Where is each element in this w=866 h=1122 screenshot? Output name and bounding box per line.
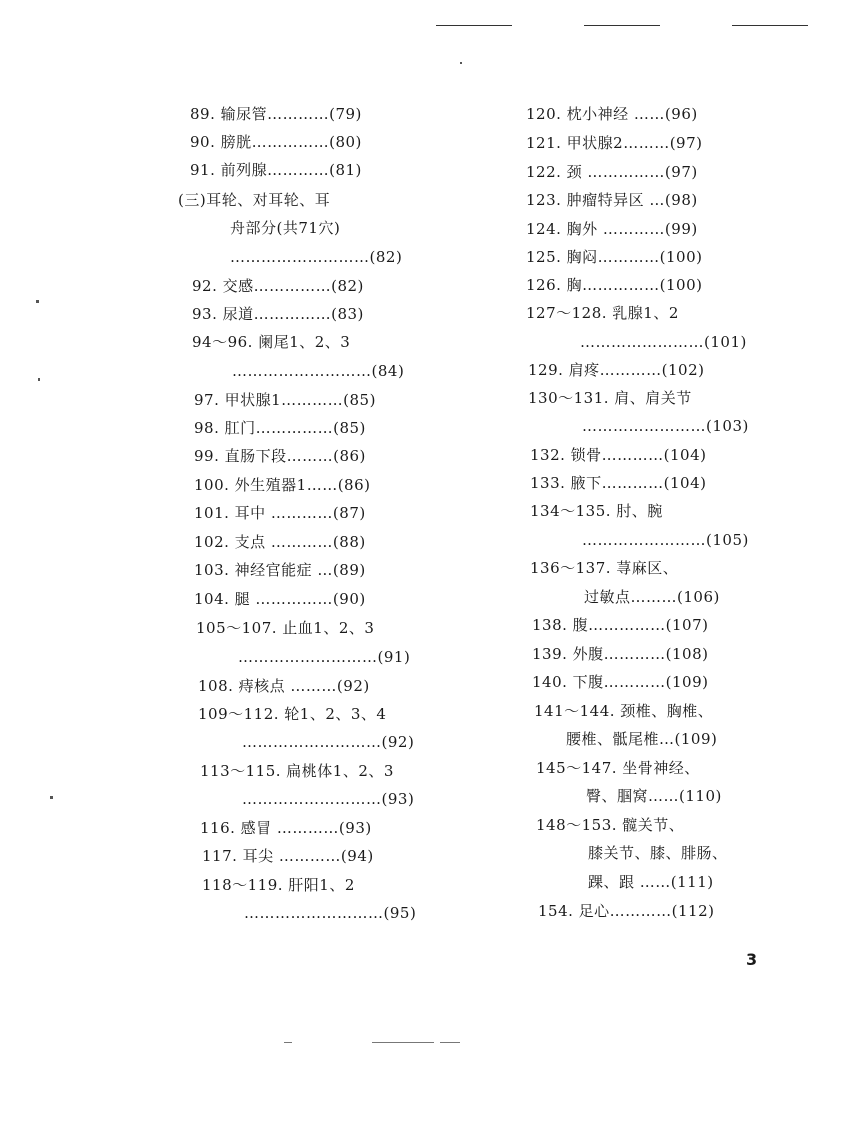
toc-entry: 腰椎、骶尾椎…(109): [566, 730, 718, 748]
toc-entry: 154. 足心…………(112): [538, 902, 715, 920]
toc-entry: 91. 前列腺…………(81): [190, 161, 362, 179]
toc-entry: 124. 胸外 …………(99): [526, 220, 698, 238]
toc-entry: ………………………(82): [230, 248, 403, 266]
toc-entry: 134～135. 肘、腕: [530, 502, 663, 520]
toc-entry: 104. 腿 ……………(90): [194, 590, 366, 608]
toc-entry: 100. 外生殖器1……(86): [194, 476, 371, 494]
toc-entry: ………………………(84): [232, 362, 405, 380]
top-rule: [436, 25, 512, 26]
toc-entry: 126. 胸……………(100): [526, 276, 703, 294]
toc-entry: 123. 肿瘤特异区 …(98): [526, 191, 698, 209]
toc-entry: 130～131. 肩、肩关节: [528, 389, 692, 407]
toc-entry: ……………………(103): [582, 417, 749, 435]
scan-speck: [38, 378, 40, 381]
toc-entry: 138. 腹……………(107): [532, 616, 709, 634]
scan-noise: [440, 1042, 460, 1043]
toc-entry: 133. 腋下…………(104): [530, 474, 707, 492]
toc-entry: 105～107. 止血1、2、3: [196, 619, 375, 637]
toc-entry: 145～147. 坐骨神经、: [536, 759, 700, 777]
toc-entry: 99. 直肠下段………(86): [194, 447, 366, 465]
toc-entry: 101. 耳中 …………(87): [194, 504, 366, 522]
scan-speck: [50, 796, 53, 799]
toc-entry: 臀、腘窝……(110): [586, 787, 722, 805]
toc-entry: 122. 颈 ……………(97): [526, 163, 698, 181]
page-number: 3: [746, 950, 758, 969]
toc-entry: 140. 下腹…………(109): [532, 673, 709, 691]
toc-entry: 117. 耳尖 …………(94): [202, 847, 374, 865]
toc-entry: 116. 感冒 …………(93): [200, 819, 372, 837]
toc-entry: ………………………(93): [242, 790, 415, 808]
toc-entry: 139. 外腹…………(108): [532, 645, 709, 663]
toc-section-heading: 舟部分(共71穴): [230, 219, 341, 237]
toc-entry: ……………………(105): [582, 531, 749, 549]
toc-entry: 103. 神经官能症 …(89): [194, 561, 366, 579]
toc-entry: 141～144. 颈椎、胸椎、: [534, 702, 714, 720]
top-rule: [584, 25, 660, 26]
toc-entry: ……………………(101): [580, 333, 747, 351]
toc-entry: 89. 输尿管…………(79): [190, 105, 362, 123]
toc-section-heading: (三)耳轮、对耳轮、耳: [178, 191, 331, 209]
toc-entry: 膝关节、膝、腓肠、: [588, 844, 728, 862]
scan-speck: [460, 62, 462, 64]
toc-entry: 148～153. 髋关节、: [536, 816, 685, 834]
toc-entry: 125. 胸闷…………(100): [526, 248, 703, 266]
toc-entry: 102. 支点 …………(88): [194, 533, 366, 551]
toc-entry: 118～119. 肝阳1、2: [202, 876, 355, 894]
toc-entry: 92. 交感……………(82): [192, 277, 364, 295]
toc-entry: 120. 枕小神经 ……(96): [526, 105, 698, 123]
toc-entry: 136～137. 荨麻区、: [530, 559, 679, 577]
toc-entry: ………………………(91): [238, 648, 411, 666]
scan-speck: [36, 300, 39, 303]
scan-noise: [284, 1042, 292, 1043]
toc-entry: 90. 膀胱……………(80): [190, 133, 362, 151]
toc-entry: 94～96. 阑尾1、2、3: [192, 333, 351, 351]
scan-noise: [372, 1042, 434, 1043]
toc-entry: 97. 甲状腺1…………(85): [194, 391, 376, 409]
toc-entry: 132. 锁骨…………(104): [530, 446, 707, 464]
toc-entry: 121. 甲状腺2………(97): [526, 134, 703, 152]
toc-entry: 踝、跟 ……(111): [588, 873, 714, 891]
toc-entry: 113～115. 扁桃体1、2、3: [200, 762, 394, 780]
toc-entry: 129. 肩疼…………(102): [528, 361, 705, 379]
toc-entry: ………………………(95): [244, 904, 417, 922]
toc-entry: 93. 尿道……………(83): [192, 305, 364, 323]
toc-entry: ………………………(92): [242, 733, 415, 751]
toc-entry: 108. 痔核点 ………(92): [198, 677, 370, 695]
toc-entry: 过敏点………(106): [584, 588, 720, 606]
top-rule: [732, 25, 808, 26]
toc-entry: 98. 肛门……………(85): [194, 419, 366, 437]
toc-entry: 109～112. 轮1、2、3、4: [198, 705, 387, 723]
toc-entry: 127～128. 乳腺1、2: [526, 304, 679, 322]
